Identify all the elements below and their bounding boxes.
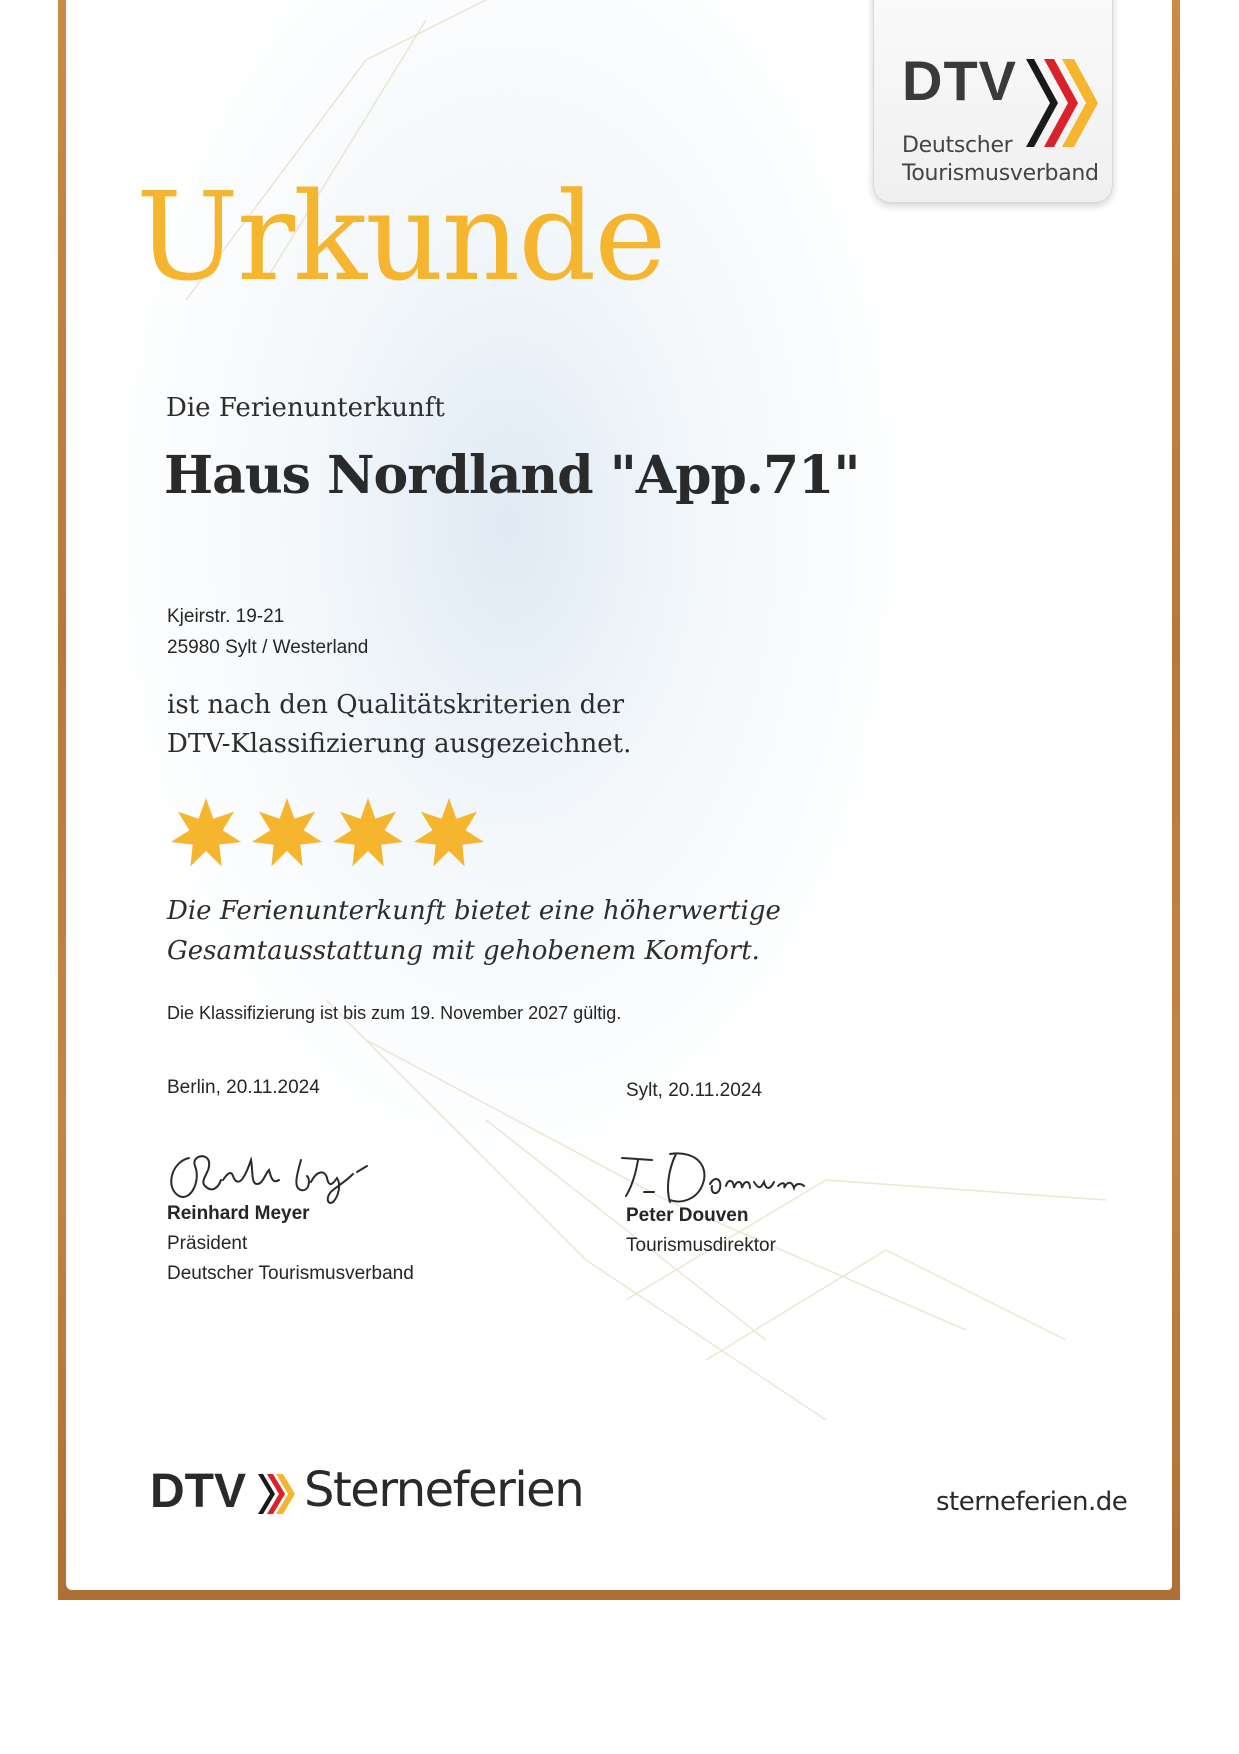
address-street: Kjeirstr. 19-21	[167, 606, 285, 627]
description-line2: Gesamtausstattung mit gehobenem Komfort.	[167, 936, 760, 966]
right-signatory-name: Peter Douven	[626, 1205, 749, 1226]
star-icon	[414, 798, 484, 866]
logo-line1: Deutscher	[902, 133, 1013, 158]
chevron-logo-icon	[1022, 55, 1102, 151]
logo-abbreviation: DTV	[902, 49, 1017, 112]
criteria-line1: ist nach den Qualitätskriterien der	[167, 690, 625, 720]
right-signatory-title: Tourismusdirektor	[626, 1235, 776, 1256]
validity-text: Die Klassifizierung ist bis zum 19. November 2027 gültig.	[167, 1003, 622, 1023]
signature-right	[618, 1146, 808, 1211]
footer-chevron-icon	[256, 1470, 300, 1518]
footer-brand-name: Sterneferien	[304, 1462, 584, 1518]
certificate-sheet	[66, 0, 1172, 1590]
dtv-logo	[873, 0, 1113, 203]
left-signatory-org: Deutscher Tourismusverband	[167, 1263, 414, 1284]
left-signatory-title: Präsident	[167, 1233, 248, 1254]
left-signatory-name: Reinhard Meyer	[167, 1203, 310, 1224]
star-icon	[171, 798, 241, 866]
star-icon	[252, 798, 322, 866]
right-place-date: Sylt, 20.11.2024	[626, 1080, 762, 1101]
criteria-line2: DTV-Klassifizierung ausgezeichnet.	[167, 729, 632, 759]
property-name: Haus Nordland "App.71"	[164, 445, 860, 506]
footer-url: sterneferien.de	[936, 1487, 1128, 1517]
footer-brand-abbr: DTV	[150, 1465, 246, 1518]
signature-left	[161, 1140, 391, 1210]
star-icon	[333, 798, 403, 866]
description-line1: Die Ferienunterkunft bietet eine höherwertige	[167, 896, 781, 926]
address-city: 25980 Sylt / Westerland	[167, 637, 369, 658]
intro-text: Die Ferienunterkunft	[166, 393, 445, 423]
left-place-date: Berlin, 20.11.2024	[167, 1077, 320, 1098]
star-rating	[166, 790, 506, 880]
logo-line2: Tourismusverband	[902, 161, 1099, 186]
certificate-title: Urkunde	[136, 166, 665, 308]
